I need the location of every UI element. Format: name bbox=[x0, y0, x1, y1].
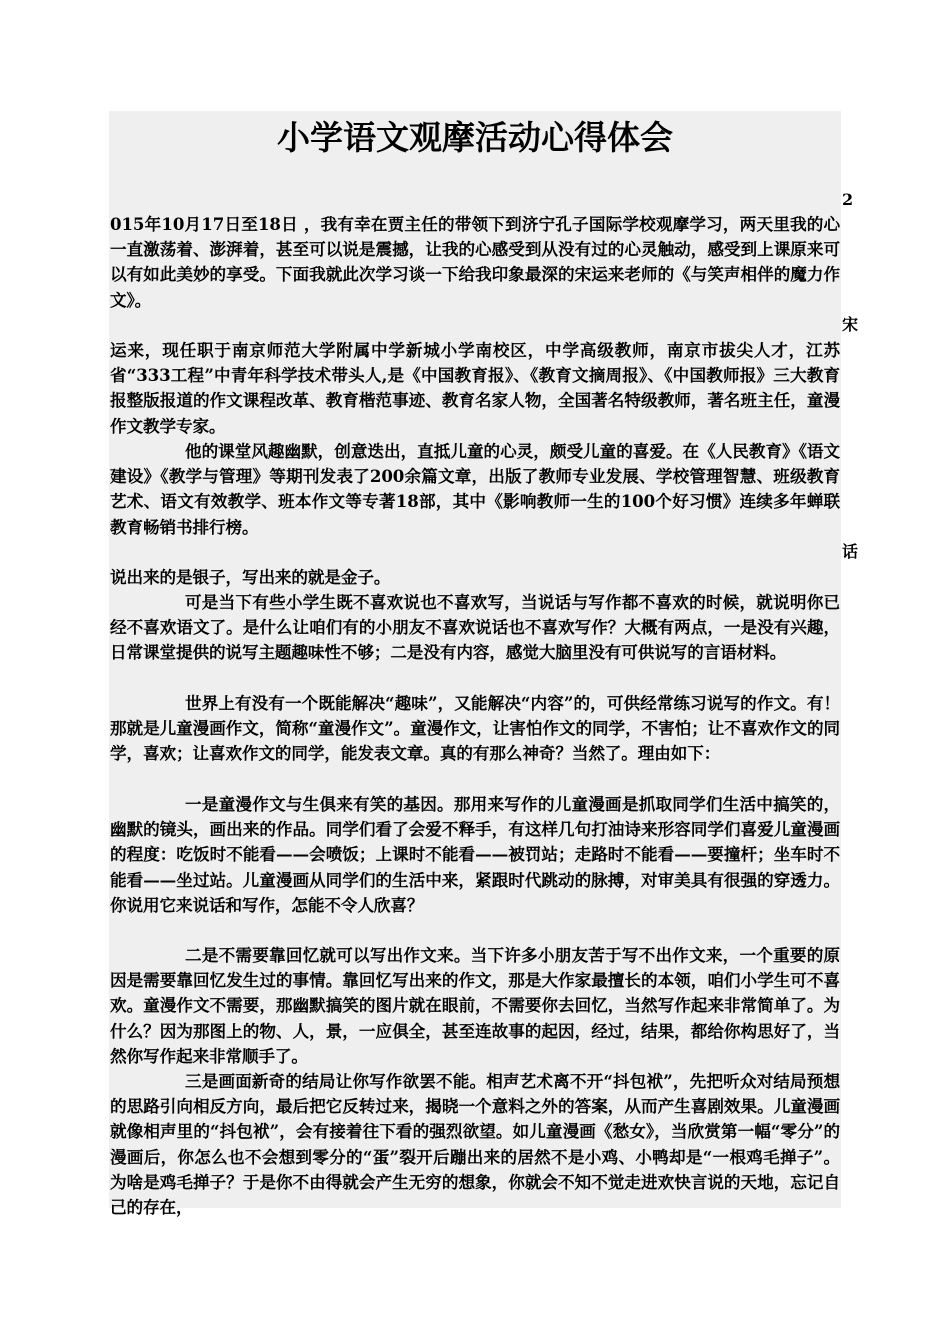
paragraph-4: 说出来的是银子，写出来的就是金子。 bbox=[110, 567, 391, 587]
paragraph-6: 世界上有没有一个既能解决“趣味”，又能解决“内容”的，可供经常练习说写的作文。有！那就是儿童漫画作文，简称“童漫作文”。童漫作文，让害怕作文的同学，不害怕；让不喜欢作文的同学，喜欢；让喜欢作文的同学，能发表文章。真的有那么神奇？当然了。理由如下： bbox=[110, 693, 840, 764]
paragraph-9: 三是画面新奇的结局让你写作欲罢不能。相声艺术离不开“抖包袱”，先把听众对结局预想的思路引向相反方向，最后把它反转过来，揭晓一个意料之外的答案，从而产生喜剧效果。儿童漫画就像相声里的“抖包袱”，会有接着往下看的强烈欲望。如儿童漫画《愁女》，当欣赏第一幅“零分”的漫画后，你怎么也不会想到零分的“蛋”裂开后蹦出来的居然不是小鸡、小鸭却是“一根鸡毛掸子”。为啥是鸡毛掸子？于是你不由得就会产生无穷的想象，你就会不知不觉走进欢快言说的天地，忘记自己的存在， bbox=[110, 1071, 840, 1218]
drop-char-1: 2 bbox=[842, 190, 854, 209]
paragraph-7: 一是童漫作文与生俱来有笑的基因。那用来写作的儿童漫画是抓取同学们生活中搞笑的，幽默的镜头，画出来的作品。同学们看了会爱不释手，有这样几句打油诗来形容同学们喜爱儿童漫画的程度：吃饭时不能看——会喷饭；上课时不能看——被罚站；走路时不能看——要撞杆；坐车时不能看——坐过站。儿童漫画从同学们的生活中来，紧跟时代跳动的脉搏，对审美具有很强的穿透力。你说用它来说话和写作，怎能不令人欣喜？ bbox=[110, 794, 840, 915]
document-title: 小学语文观摩活动心得体会 bbox=[277, 118, 673, 157]
drop-char-3: 话 bbox=[842, 542, 859, 561]
drop-char-2: 宋 bbox=[842, 315, 859, 334]
paragraph-3: 他的课堂风趣幽默，创意迭出，直抵儿童的心灵，颇受儿童的喜爱。在《人民教育》《语文建设》《教学与管理》等期刊发表了200余篇文章，出版了教师专业发展、学校管理智慧、班级教育艺术、语文有效教学、班本作文等专著18部，其中《影响教师一生的100个好习惯》连续多年蝉联教育畅销书排行榜。 bbox=[110, 441, 840, 537]
paragraph-1: 015年10月17日至18日 ，我有幸在贾主任的带领下到济宁孔子国际学校观摩学习，两天里我的心一直激荡着、澎湃着，甚至可以说是震撼，让我的心感受到从没有过的心灵触动，感受到上课原来可以有如此美妙的享受。下面我就此次学习谈一下给我印象最深的宋运来老师的《与笑声相伴的魔力作文》。 bbox=[110, 214, 840, 310]
paragraph-2: 运来，现任职于南京师范大学附属中学新城小学南校区，中学高级教师，南京市拔尖人才，江苏省“333工程”中青年科学技术带头人,是《中国教育报》、《教育文摘周报》、《中国教师报》三大教育报整版报道的作文课程改革、教育楷范事迹、教育名家人物，全国著名特级教师，著名班主任，童漫作文教学专家。 bbox=[110, 340, 840, 436]
paragraph-5: 可是当下有些小学生既不喜欢说也不喜欢写，当说话与写作都不喜欢的时候，就说明你已经不喜欢语文了。是什么让咱们有的小朋友不喜欢说话也不喜欢写作？大概有两点，一是没有兴趣，日常课堂提供的说写主题趣味性不够；二是没有内容，感觉大脑里没有可供说写的言语材料。 bbox=[110, 592, 840, 663]
paragraph-8: 二是不需要靠回忆就可以写出作文来。当下许多小朋友苦于写不出作文来，一个重要的原因是需要靠回忆发生过的事情。靠回忆写出来的作文，那是大作家最擅长的本领，咱们小学生可不喜欢。童漫作文不需要，那幽默搞笑的图片就在眼前，不需要你去回忆，当然写作起来非常简单了。为什么？因为那图上的物、人，景，一应俱全，甚至连故事的起因，经过，结果，都给你构思好了，当然你写作起来非常顺手了。 bbox=[110, 945, 840, 1066]
